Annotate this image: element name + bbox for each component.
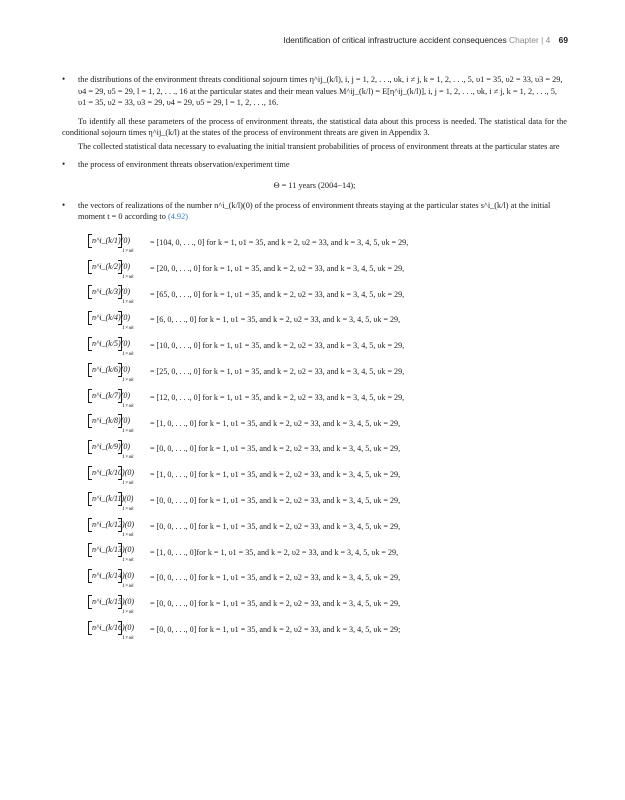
header-separator: | xyxy=(541,35,544,45)
vector-dimension: 1×υk xyxy=(122,428,134,435)
equation-row xyxy=(88,411,567,437)
bullet-realization-vectors xyxy=(62,200,567,223)
equation-row xyxy=(88,514,567,540)
vector-dimension: 1×υk xyxy=(122,480,134,486)
vector-dimension: 1×υk xyxy=(122,247,134,254)
vector-symbol: n^i_(k/8)(0) xyxy=(92,416,131,426)
equation-row xyxy=(88,282,567,308)
vector-value: = [1, 0, . . ., 0] for k = 1, υ1 = 35, and k = 2, υ2 = 33, and k = 3, 4, 5, υk = 29, xyxy=(150,418,401,428)
vector-symbol: n^i_(k/1)(0) xyxy=(92,235,131,245)
equation-row xyxy=(88,617,567,643)
equation-row xyxy=(88,436,567,462)
vector-dimension: 1×υk xyxy=(122,583,134,590)
equation-row xyxy=(88,540,567,566)
vector-symbol: n^i_(k/5)(0) xyxy=(92,339,131,349)
equation-row xyxy=(88,359,567,385)
vector-value: = [25, 0, . . ., 0] for k = 1, υ1 = 35, and k = 2, υ2 = 33, and k = 3, 4, 5, υk = 29, xyxy=(150,367,405,377)
vector-symbol: n^i_(k/7)(0) xyxy=(92,390,131,400)
chapter-label: Chapter xyxy=(509,35,539,45)
vector-lhs xyxy=(88,387,150,409)
vector-lhs xyxy=(88,490,150,512)
equation-row xyxy=(88,230,567,256)
vector-symbol: n^i_(k/9)(0) xyxy=(92,442,131,452)
vector-dimension: 1×υk xyxy=(122,376,134,383)
bullet-marker: • xyxy=(62,199,66,210)
vector-lhs xyxy=(88,309,150,331)
bullet-text: the distributions of the environment threats conditional sojourn times η^ij_(k/l), i, j = 1, 2, . . ., υk, i ≠ j, k = 1, 2, . . ., 5, υ1 = 35, υ2 = 33, υ3 = 29, υ4 = 29, υ5 = 29, l = 1, 2, . . ., 16 at the particular states and their mean values M^ij_(k/l) = E[η^ij_(k/l)], i, j = 1, 2, . . ., υk, i ≠ j, k = 1, 2, . . ., 5, υ1 = 35, υ2 = 33, υ3 = 29, υ4 = 29, υ5 = 29, l = 1, 2, . . ., 16. xyxy=(78,75,563,108)
equation-reference-link[interactable]: (4.92) xyxy=(167,212,188,222)
vector-value: = [0, 0, . . ., 0] for k = 1, υ1 = 35, and k = 2, υ2 = 33, and k = 3, 4, 5, υk = 29, xyxy=(150,496,401,505)
vector-symbol: n^i_(k/15)(0) xyxy=(92,596,135,606)
vector-value: = [20, 0, . . ., 0] for k = 1, υ1 = 35, and k = 2, υ2 = 33, and k = 3, 4, 5, υk = 29, xyxy=(150,263,405,273)
vector-lhs xyxy=(88,464,150,486)
equation-row xyxy=(88,591,567,617)
paragraph-identify-parameters: To identify all these parameters of the process of environment threats, the statistical data about this process is needed. The statistical data for the conditional sojourn times η^ij_(k/l) at the states of the process of environment threats are given in Appendix 3. xyxy=(62,116,567,138)
vector-symbol: n^i_(k/6)(0) xyxy=(92,364,131,374)
equation-row xyxy=(88,333,567,359)
running-title: Identification of critical infrastructure accident consequences xyxy=(283,35,507,45)
page-body xyxy=(62,74,567,643)
vector-value: = [0, 0, . . ., 0] for k = 1, υ1 = 35, and k = 2, υ2 = 33, and k = 3, 4, 5, υk = 29, xyxy=(150,599,401,609)
vector-dimension: 1×υk xyxy=(122,325,134,332)
vector-symbol: n^i_(k/12)(0) xyxy=(92,519,135,529)
equation-row xyxy=(88,488,567,514)
vector-symbol: n^i_(k/13)(0) xyxy=(92,545,135,555)
vector-symbol: n^i_(k/2)(0) xyxy=(92,261,131,271)
vector-dimension: 1×υk xyxy=(122,531,134,538)
vector-lhs xyxy=(88,541,150,563)
vector-lhs xyxy=(88,438,150,460)
vector-value: = [12, 0, . . ., 0] for k = 1, υ1 = 35, and k = 2, υ2 = 33, and k = 3, 4, 5, υk = 29, xyxy=(150,392,405,402)
vector-value: = [104, 0, . . ., 0] for k = 1, υ1 = 35, and k = 2, υ2 = 33, and k = 3, 4, 5, υk = 29, xyxy=(150,238,409,248)
bullet-marker: • xyxy=(62,74,66,84)
equation-row xyxy=(88,256,567,282)
bullet-marker: • xyxy=(62,158,66,169)
vector-dimension: 1×υk xyxy=(122,454,134,461)
vector-dimension: 1×υk xyxy=(122,634,134,641)
vector-lhs xyxy=(88,232,150,254)
vector-lhs xyxy=(88,258,150,280)
paragraph-collected-data: The collected statistical data necessary to evaluating the initial transient probabilities of process of environment threats at the particular states are xyxy=(78,141,560,151)
vector-symbol: n^i_(k/4)(0) xyxy=(92,313,131,323)
running-header xyxy=(283,35,568,45)
vector-lhs xyxy=(88,593,150,615)
vector-dimension: 1×υk xyxy=(122,505,134,512)
equation-row xyxy=(88,385,567,411)
vector-lhs xyxy=(88,567,150,589)
vector-lhs xyxy=(88,361,150,383)
vector-lhs xyxy=(88,283,150,305)
vector-value: = [10, 0, . . ., 0] for k = 1, υ1 = 35, and k = 2, υ2 = 33, and k = 3, 4, 5, υk = 29, xyxy=(150,341,405,351)
bullet-text: the process of environment threats observation/experiment time xyxy=(78,159,290,169)
vector-symbol: n^i_(k/3)(0) xyxy=(92,287,131,297)
vector-dimension: 1×υk xyxy=(122,402,134,409)
vector-symbol: n^i_(k/11)(0) xyxy=(92,493,134,503)
vector-dimension: 1×υk xyxy=(122,299,134,306)
equation-row xyxy=(88,462,567,488)
vector-value: = [1, 0, . . ., 0]for k = 1, υ1 = 35, and k = 2, υ2 = 33, and k = 3, 4, 5, υk = 29, xyxy=(150,547,399,557)
vector-value: = [0, 0, . . ., 0] for k = 1, υ1 = 35, and k = 2, υ2 = 33, and k = 3, 4, 5, υk = 29; xyxy=(150,624,401,634)
vector-value: = [6, 0, . . ., 0] for k = 1, υ1 = 35, and k = 2, υ2 = 33, and k = 3, 4, 5, υk = 29, xyxy=(150,315,401,325)
vector-dimension: 1×υk xyxy=(122,608,134,615)
vector-dimension: 1×υk xyxy=(122,557,134,564)
vector-lhs xyxy=(88,335,150,357)
page-number: 69 xyxy=(558,35,568,45)
vector-value: = [0, 0, . . ., 0] for k = 1, υ1 = 35, and k = 2, υ2 = 33, and k = 3, 4, 5, υk = 29, xyxy=(150,573,401,583)
vector-value: = [65, 0, . . ., 0] for k = 1, υ1 = 35, and k = 2, υ2 = 33, and k = 3, 4, 5, υk = 29, xyxy=(150,289,405,299)
vector-dimension: 1×υk xyxy=(122,273,134,280)
vector-symbol: n^i_(k/10)(0) xyxy=(92,468,135,477)
bullet-observation-time xyxy=(62,159,567,171)
vector-symbol: n^i_(k/16)(0) xyxy=(92,622,135,632)
vector-lhs xyxy=(88,619,150,641)
bullet-text: the vectors of realizations of the number n^i_(k/l)(0) of the process of environment threats staying at the particular states s^i_(k/l) at the initial moment t = 0 according to xyxy=(78,200,551,222)
chapter-number: 4 xyxy=(545,35,551,45)
equation-list xyxy=(62,230,567,643)
vector-lhs xyxy=(88,516,150,538)
vector-value: = [0, 0, . . ., 0] for k = 1, υ1 = 35, and k = 2, υ2 = 33, and k = 3, 4, 5, υk = 29, xyxy=(150,521,401,531)
vector-dimension: 1×υk xyxy=(122,351,134,358)
equation-row xyxy=(88,307,567,333)
vector-lhs xyxy=(88,412,150,434)
vector-value: = [0, 0, . . ., 0] for k = 1, υ1 = 35, and k = 2, υ2 = 33, and k = 3, 4, 5, υk = 29, xyxy=(150,444,401,454)
vector-value: = [1, 0, . . ., 0] for k = 1, υ1 = 35, and k = 2, υ2 = 33, and k = 3, 4, 5, υk = 29, xyxy=(150,470,401,480)
equation-row xyxy=(88,565,567,591)
vector-symbol: n^i_(k/14)(0) xyxy=(92,571,135,581)
observation-time-equation: Θ = 11 years (2004−14); xyxy=(273,181,356,191)
bullet-sojourn-times xyxy=(62,74,567,109)
